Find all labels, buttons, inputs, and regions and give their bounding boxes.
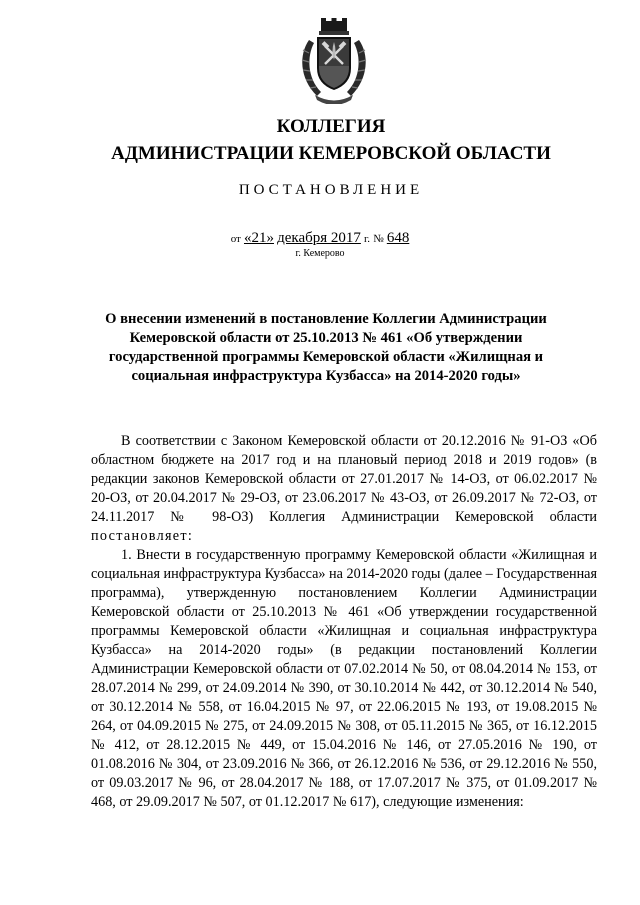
coat-of-arms-icon: [297, 18, 371, 104]
body-paragraph-2: 1. Внести в государственную программу Кемеровской области «Жилищная и социальная инфраструктура Кузбасса» на 2014-2020 годы (далее – Государственная программа), утвержденную постановлением Коллегии Администрации Кемеровской области от 25.10.2013 № 461 «Об утверждении государственной программы Кемеровской области «Жилищная и социальная инфраструктура Кузбасса» на 2014-2020 годы» (в редакции постановлений Коллегии Администрации Кемеровской области от 07.02.2014 № 50, от 08.04.2014 № 153, от 28.07.2014 № 299, от 24.09.2014 № 390, от 30.10.2014 № 442, от 30.12.2014 № 540, от 30.12.2014 № 558, от 16.04.2015 № 97, от 22.06.2015 № 193, от 19.08.2015 № 264, от 04.09.2015 № 275, от 24.09.2015 № 308, от 05.11.2015 № 365, от 16.12.2015 № 412, от 28.12.2015 № 449, от 15.04.2016 № 146, от 27.05.2016 № 190, от 01.08.2016 № 304, от 23.09.2016 № 366, от 26.12.2016 № 536, от 29.12.2016 № 550, от 09.03.2017 № 96, от 28.04.2017 № 188, от 17.07.2017 № 375, от 01.09.2017 № 468, от 29.09.2017 № 507, от 01.12.2017 № 617), следующие изменения:: [91, 547, 597, 810]
number-sign: №: [373, 233, 384, 245]
date-month-year: декабря 2017: [277, 230, 361, 246]
paragraph-1-text: В соответствии с Законом Кемеровской области от 20.12.2016 № 91-ОЗ «Об областном бюджете на 2017 год и на плановый период 2018 и 2019 годов» (в редакции законов Кемеровской области от 27.01.2017 № 14-ОЗ, от 06.02.2017 № 20-ОЗ, от 20.04.2017 № 29-ОЗ, от 23.06.2017 № 43-ОЗ, от 26.09.2017 № 72-ОЗ, от 24.11.2017 № 98-ОЗ) Коллегия Администрации Кемеровской области: [91, 433, 597, 525]
document-date-line: [0, 230, 640, 247]
document-type: ПОСТАНОВЛЕНИЕ: [238, 182, 424, 198]
document-title: О внесении изменений в постановление Коллегии Администрации Кемеровской области от 25.10.2013 № 461 «Об утверждении государственной программы Кемеровской области «Жилищная и социальная инфраструктура Кузбасса» на 2014-2020 годы»: [105, 311, 547, 384]
org-name-line2: АДМИНИСТРАЦИИ КЕМЕРОВСКОЙ ОБЛАСТИ: [111, 143, 551, 164]
date-quote-open: «: [243, 230, 252, 246]
document-number: 648: [386, 230, 410, 246]
document-city: г. Кемерово: [295, 248, 345, 259]
org-name-line1: КОЛЛЕГИЯ: [276, 116, 386, 137]
resolution-keyword: постановляет:: [91, 528, 194, 544]
date-quote-close: »: [266, 230, 274, 246]
body-paragraph-1: [91, 432, 597, 546]
date-year-suffix: г.: [364, 233, 371, 245]
date-day: 21: [251, 230, 267, 246]
date-prefix: от: [230, 233, 241, 245]
document-body: [91, 432, 597, 812]
